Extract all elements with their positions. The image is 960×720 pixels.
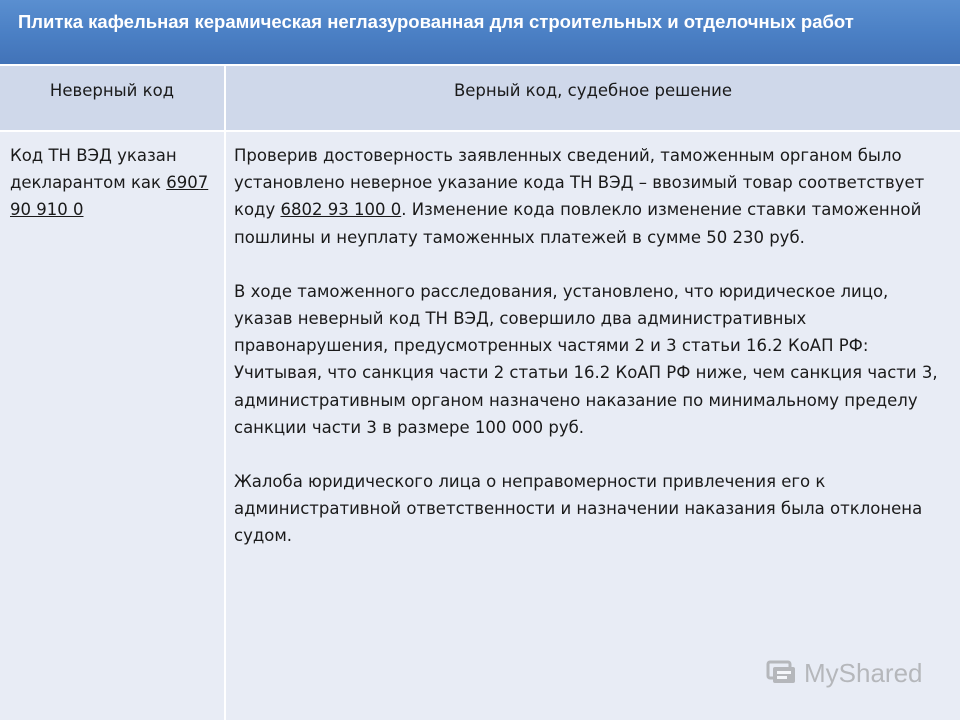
header-correct-code: Верный код, судебное решение [453, 81, 733, 100]
verification-text-end: . Изменение кода повлекло изменение ставки таможенной пошлины и неуплату таможенных платежей в сумме 50 230 руб. [234, 200, 922, 247]
paragraph-sanction: Учитывая, что санкция части 2 статьи 16.2 КоАП РФ ниже, чем санкция части 3, административным органом назначено наказание по минимальному пределу санкции части 3 в размере 100 000 руб. [234, 363, 938, 437]
title-bar [0, 0, 960, 66]
watermark-text: MyShared [804, 658, 923, 688]
table-row [0, 132, 960, 720]
column-divider [224, 132, 226, 720]
presentation-icon [764, 656, 798, 690]
correct-code-cell [234, 142, 950, 550]
paragraph-court-decision: Жалоба юридического лица о неправомерности привлечения его к административной ответственности и назначении наказания была отклонена судом. [234, 472, 923, 546]
paragraph-investigation: В ходе таможенного расследования, установлено, что юридическое лицо, указав неверный код ТН ВЭД, совершило два административных правонарушения, предусмотренных частями 2 и 3 статьи 16.2 КоАП РФ: [234, 281, 889, 356]
table-header-row [0, 66, 960, 132]
header-wrong-code: Неверный код [49, 81, 175, 100]
slide-title: Плитка кафельная керамическая неглазурованная для строительных и отделочных работ [18, 11, 854, 32]
verification-text: Проверив достоверность заявленных сведений, таможенным органом было установлено неверное указание кода ТН ВЭД – ввозимый товар соответствует коду [234, 146, 925, 220]
watermark [764, 656, 934, 690]
correct-code-value: 6802 93 100 0 [280, 200, 402, 220]
paragraph-verification [234, 142, 950, 251]
wrong-code-text: Код ТН ВЭД указан декларантом как [10, 146, 177, 192]
wrong-code-value: 6907 90 910 0 [10, 173, 209, 219]
wrong-code-cell [10, 142, 220, 223]
